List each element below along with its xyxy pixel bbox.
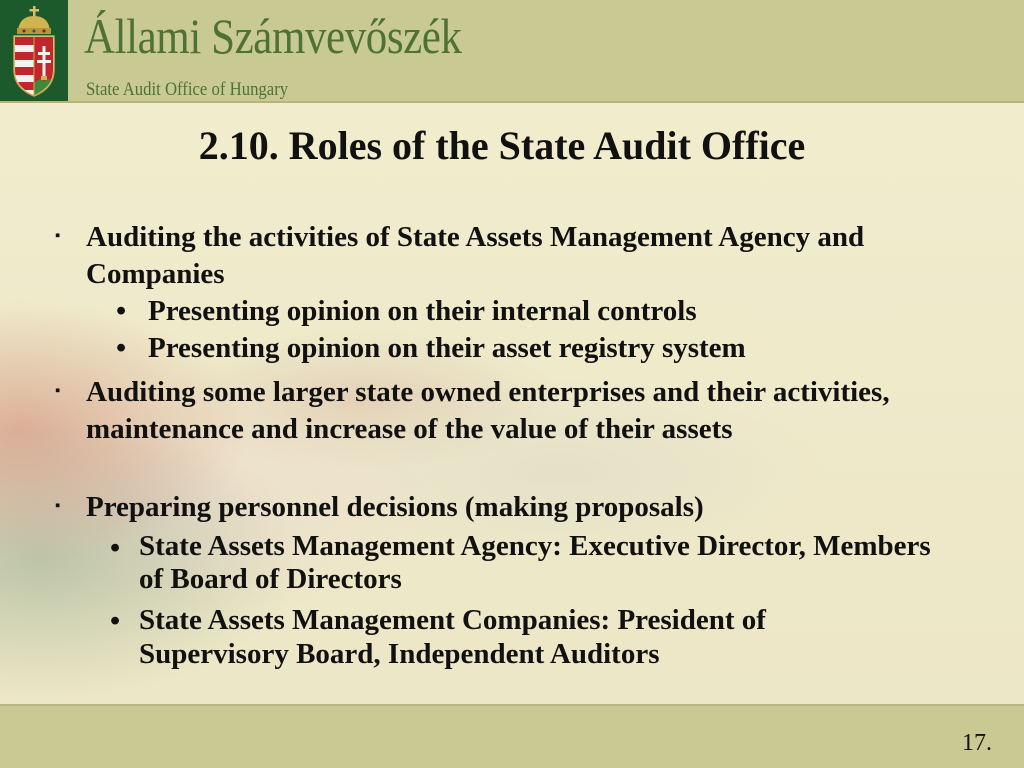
- footer-bar: [0, 704, 1024, 768]
- sub-bullet-marker: •: [116, 332, 127, 364]
- sub-bullet-item-3-1: State Assets Management Agency: Executive Director, Members of Board of Directors: [139, 530, 931, 595]
- brand-subtitle: State Audit Office of Hungary: [86, 79, 289, 100]
- slide-title: 2.10. Roles of the State Audit Office: [198, 123, 806, 168]
- sub-bullet-marker: •: [110, 605, 121, 637]
- hungarian-coat-of-arms-icon: [0, 0, 68, 103]
- sub-bullet-marker: •: [116, 295, 127, 327]
- bullet-item-3: Preparing personnel decisions (making proposals): [86, 491, 704, 523]
- sub-bullet-item-3-2: State Assets Management Companies: President of Supervisory Board, Independent Auditors: [139, 604, 766, 670]
- logo: [0, 0, 68, 103]
- sub-bullet-marker: •: [110, 532, 121, 564]
- header-bar: [0, 0, 1024, 103]
- page-number: 17.: [962, 730, 992, 756]
- bullet-marker: ▪: [55, 498, 61, 514]
- sub-bullet-item-1-1: Presenting opinion on their internal controls: [148, 295, 697, 327]
- sub-bullet-item-1-2: Presenting opinion on their asset registry system: [148, 332, 746, 364]
- bullet-item-2: Auditing some larger state owned enterprises and their activities, maintenance and increase of the value of their assets: [86, 376, 890, 445]
- bullet-marker: ▪: [55, 383, 61, 399]
- bullet-marker: ▪: [55, 228, 61, 244]
- brand-name: Állami Számvevőszék: [84, 8, 462, 64]
- bullet-item-1: Auditing the activities of State Assets Management Agency and Companies: [86, 221, 865, 290]
